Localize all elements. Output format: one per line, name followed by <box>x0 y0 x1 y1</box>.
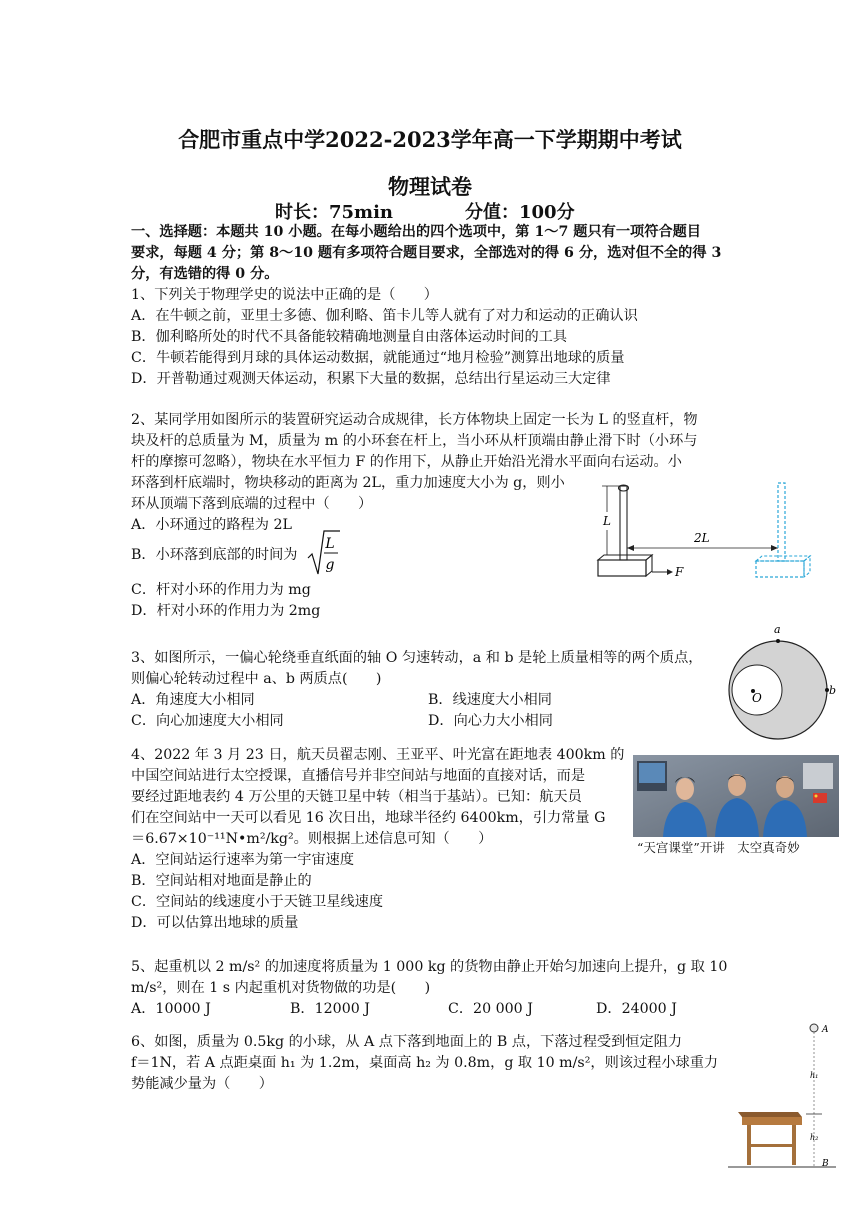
q2-moved-block <box>756 561 804 577</box>
q6-label-B: B <box>822 1159 829 1169</box>
q3-option-a: A．角速度大小相同 <box>131 692 255 708</box>
q3-option-c: C．向心加速度大小相同 <box>131 713 284 729</box>
q3-label-O: O <box>752 691 762 705</box>
q4-stem-line-4: 们在空间站中一天可以看见 16 次日出，地球半径约 6400km，引力常量 G <box>131 810 606 826</box>
q6-label-h1: h₁ <box>810 1071 819 1080</box>
q3-stem-line-1: 3、如图所示，一偏心轮绕垂直纸面的轴 O 匀速转动，a 和 b 是轮上质量相等的两个质点， <box>131 650 703 666</box>
q6-stem-line-1: 6、如图，质量为 0.5kg 的小球，从 A 点下落到地面上的 B 点，下落过程受到恒定阻力 <box>131 1034 683 1050</box>
q1-stem: 1、下列关于物理学史的说法中正确的是（ ） <box>131 287 438 303</box>
q2-stem-line-4: 环落到杆底端时，物块移动的距离为 2L，重力加速度大小为 g，则小 <box>131 475 565 491</box>
q3-option-d: D．向心力大小相同 <box>428 713 553 729</box>
q3-label-a: a <box>774 623 781 636</box>
q3-figure <box>722 622 842 742</box>
q2-rod <box>620 486 627 560</box>
q2-moved-rod <box>778 483 785 561</box>
q4-option-c: C．空间站的线速度小于天链卫星线速度 <box>131 894 384 910</box>
q2-stem-line-3: 杆的摩擦可忽略），物块在水平恒力 F 的作用下，从静止开始沿光滑水平面向右运动。小 <box>131 454 682 470</box>
q2-label-F: F <box>675 565 684 579</box>
exam-duration: 时长：75min <box>275 202 394 223</box>
q4-stem-line-3: 要经过距地表约 4 万公里的天链卫星中转（相当于基站）。已知：航天员 <box>131 789 582 805</box>
q5-stem-line-2: m/s²，则在 1 s 内起重机对货物做的功是( ) <box>131 980 431 996</box>
q5-option-a: A．10000 J <box>131 1001 211 1017</box>
q3-option-b: B．线速度大小相同 <box>428 692 552 708</box>
q2-option-d: D．杆对小环的作用力为 2mg <box>131 603 321 619</box>
instructions-line-1: 一、选择题：本题共 10 小题。在每小题给出的四个选项中，第 1～7 题只有一项符合题目 <box>131 224 701 240</box>
q2-option-b: B．小环落到底部的时间为 <box>131 547 298 563</box>
q6-stem-line-3: 势能减少量为（ ） <box>131 1076 273 1092</box>
q6-label-h2: h₂ <box>810 1133 819 1142</box>
q2-option-c: C．杆对小环的作用力为 mg <box>131 582 311 598</box>
q4-option-a: A．空间站运行速率为第一宇宙速度 <box>131 852 355 868</box>
q4-stem-line-5: ＝6.67×10⁻¹¹N•m²/kg²。则根据上述信息可知（ ） <box>131 831 493 847</box>
q2-stem-line-5: 环从顶端下落到底端的过程中（ ） <box>131 496 373 512</box>
q2-sqrt-expression <box>306 528 340 578</box>
q4-astronauts-photo <box>633 755 839 837</box>
q3-stem-line-2: 则偏心轮转动过程中 a、b 两质点( ) <box>131 671 382 687</box>
q2-stem-line-2: 块及杆的总质量为 M，质量为 m 的小环套在杆上，当小环从杆顶端由静止滑下时（小环与 <box>131 433 698 449</box>
q2-sqrt-numerator: L <box>325 536 335 552</box>
instructions-line-2: 要求，每题 4 分；第 8～10 题有多项符合题目要求，全部选对的得 6 分，选对但不全的得 3 <box>131 245 722 261</box>
exam-score: 分值：100分 <box>465 202 575 223</box>
q2-sqrt-denominator: g <box>325 557 335 573</box>
q5-option-b: B．12000 J <box>290 1001 370 1017</box>
q4-stem-line-2: 中国空间站进行太空授课，直播信号并非空间站与地面的直接对话，而是 <box>131 768 586 784</box>
q6-stem-line-2: f＝1N，若 A 点距桌面 h₁ 为 1.2m，桌面高 h₂ 为 0.8m，g 取 10 m/s²，则该过程小球重力 <box>131 1055 719 1071</box>
q4-option-b: B．空间站相对地面是静止的 <box>131 873 312 889</box>
q2-figure <box>590 476 820 586</box>
q6-ball <box>810 1024 818 1032</box>
page-subtitle: 物理试卷 <box>388 174 472 199</box>
q2-label-L: L <box>603 514 611 528</box>
q4-photo-caption: “天宫课堂”开讲 太空真奇妙 <box>637 840 800 855</box>
q1-option-d: D．开普勒通过观测天体运动，积累下大量的数据，总结出行星运动三大定律 <box>131 371 611 387</box>
q1-option-c: C．牛顿若能得到月球的具体运动数据，就能通过“地月检验”测算出地球的质量 <box>131 350 625 366</box>
q3-label-b: b <box>829 684 837 697</box>
q2-stem-line-1: 2、某同学用如图所示的装置研究运动合成规律，长方体物块上固定一长为 L 的竖直杆，物 <box>131 412 698 428</box>
q2-option-a: A．小环通过的路程为 2L <box>131 517 292 533</box>
q4-option-d: D．可以估算出地球的质量 <box>131 915 299 931</box>
page-title: 合肥市重点中学2022-2023学年高一下学期期中考试 <box>178 127 682 152</box>
q5-stem-line-1: 5、起重机以 2 m/s² 的加速度将质量为 1 000 kg 的货物由静止开始匀加速向上提升，g 取 10 <box>131 959 728 975</box>
q4-stem-line-1: 4、2022 年 3 月 23 日，航天员翟志刚、王亚平、叶光富在距地表 400km 的 <box>131 747 625 763</box>
q1-option-b: B．伽利略所处的时代不具备能较精确地测量自由落体运动时间的工具 <box>131 329 568 345</box>
q6-table <box>738 1112 802 1165</box>
q5-option-d: D．24000 J <box>596 1001 677 1017</box>
instructions-line-3: 分，有选错的得 0 分。 <box>131 266 279 282</box>
q2-label-2L: 2L <box>694 531 710 545</box>
q6-label-A: A <box>822 1025 829 1035</box>
q2-block <box>598 560 646 576</box>
q1-option-a: A．在牛顿之前，亚里士多德、伽利略、笛卡儿等人就有了对力和运动的正确认识 <box>131 308 638 324</box>
q6-figure <box>726 1016 838 1176</box>
q5-option-c: C．20 000 J <box>448 1001 533 1017</box>
